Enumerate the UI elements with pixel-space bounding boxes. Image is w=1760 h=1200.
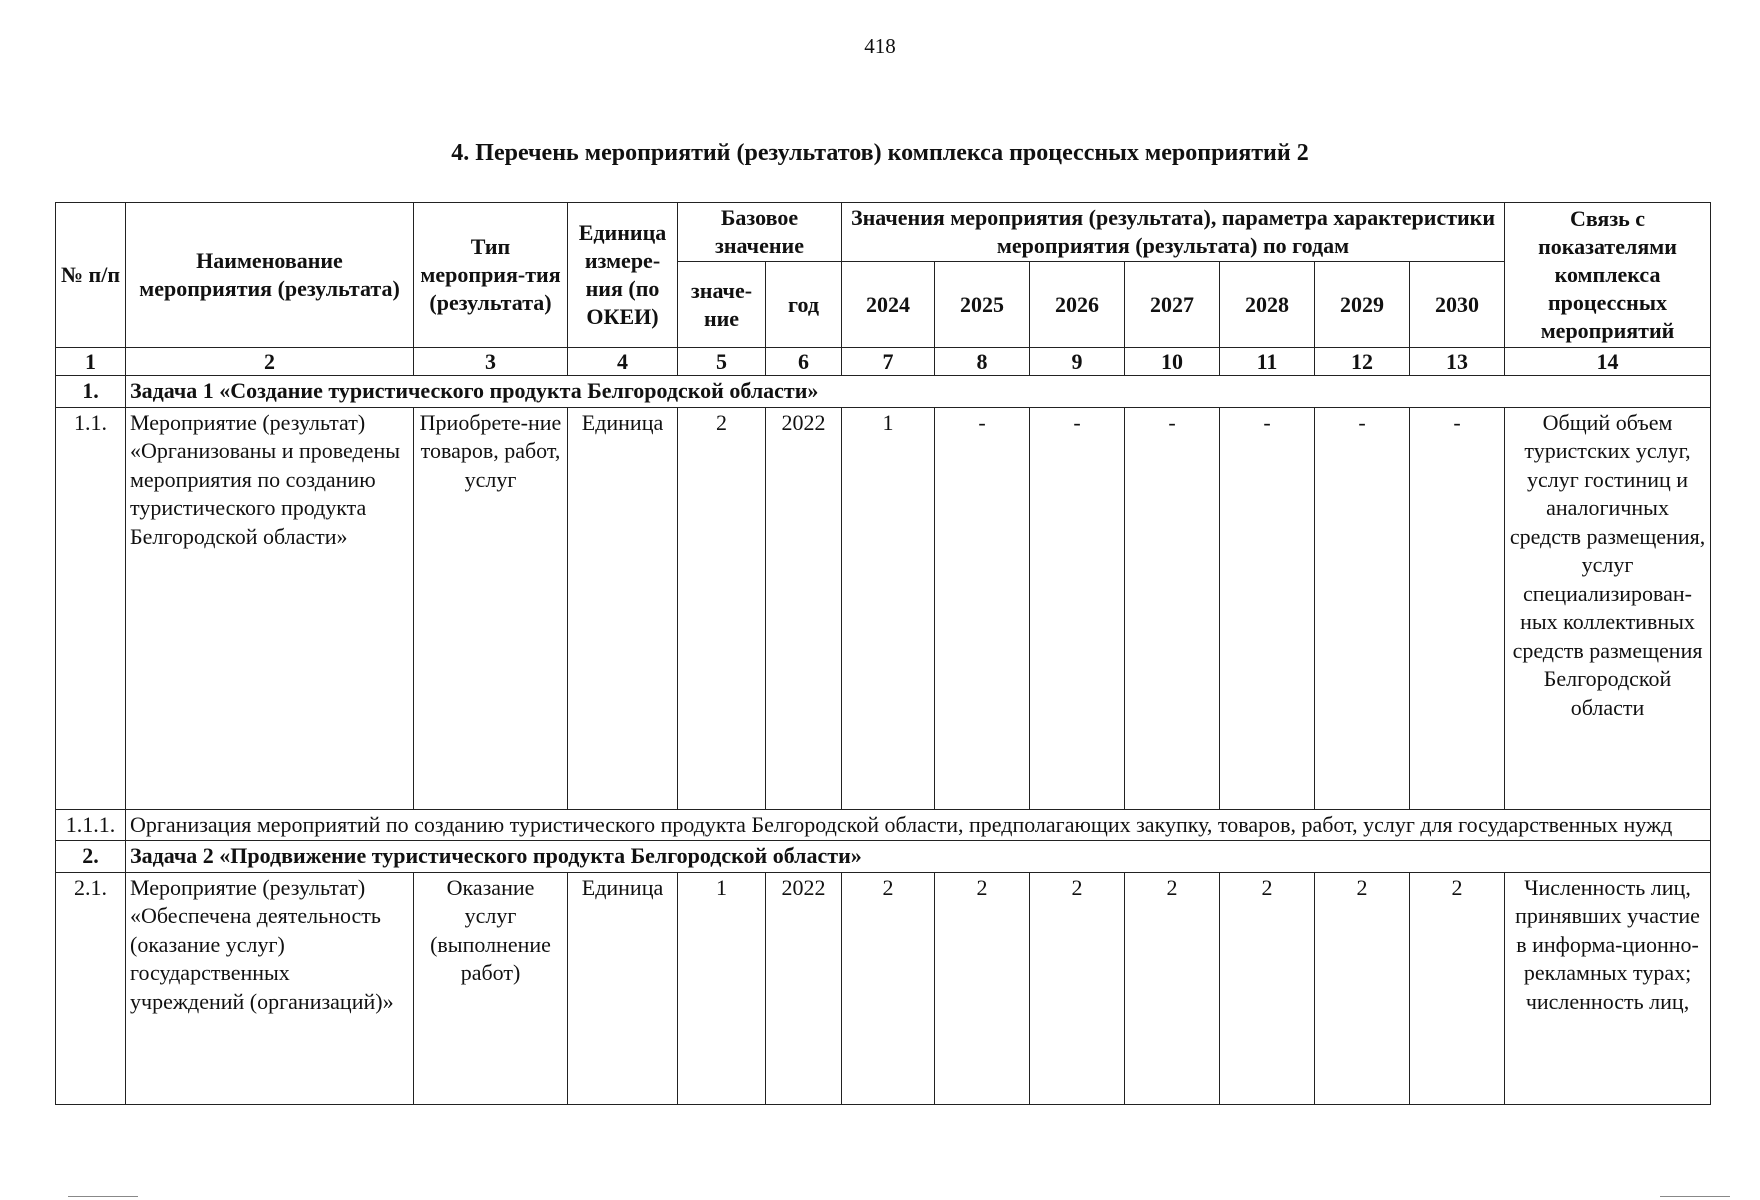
column-number: 8	[935, 348, 1030, 376]
header-base: Базовое значение	[678, 203, 842, 262]
measures-table	[55, 202, 1711, 1105]
measure-year-value: 2	[1030, 872, 1125, 1104]
column-number-row	[56, 348, 1711, 376]
column-number: 3	[414, 348, 568, 376]
task-title: Задача 1 «Создание туристического продукта Белгородской области»	[126, 376, 1711, 408]
measure-num: 2.1.	[56, 872, 126, 1104]
measure-base-value: 2	[678, 407, 766, 809]
task-title: Задача 2 «Продвижение туристического продукта Белгородской области»	[126, 841, 1711, 873]
header-year: 2030	[1410, 262, 1505, 348]
measure-year-value: 2	[842, 872, 935, 1104]
header-name: Наименование мероприятия (результата)	[126, 203, 414, 348]
measure-year-value: 2	[1125, 872, 1220, 1104]
measure-link: Численность лиц, принявших участие в информа-ционно-рекламных турах; численность лиц,	[1505, 872, 1711, 1104]
measure-year-value: -	[1315, 407, 1410, 809]
measure-year-value: 2	[1410, 872, 1505, 1104]
header-link: Связь с показателями комплекса процессных мероприятий	[1505, 203, 1711, 348]
task-num: 1.	[56, 376, 126, 408]
measure-year-value: 2	[1220, 872, 1315, 1104]
measure-year-value: 1	[842, 407, 935, 809]
measure-year-value: 2	[1315, 872, 1410, 1104]
header-year: 2026	[1030, 262, 1125, 348]
header-year: 2029	[1315, 262, 1410, 348]
measure-year-value: -	[935, 407, 1030, 809]
document-title: 4. Перечень мероприятий (результатов) комплекса процессных мероприятий 2	[451, 140, 1309, 166]
column-number: 5	[678, 348, 766, 376]
measure-name: Мероприятие (результат) «Обеспечена деятельность (оказание услуг) государственных учреждений (организаций)»	[126, 872, 414, 1104]
header-year: 2027	[1125, 262, 1220, 348]
measure-base-value: 1	[678, 872, 766, 1104]
measure-year-value: -	[1030, 407, 1125, 809]
measure-year-value: -	[1410, 407, 1505, 809]
column-number: 4	[568, 348, 678, 376]
measure-type: Приобрете-ние товаров, работ, услуг	[414, 407, 568, 809]
bottom-rule-left	[68, 1196, 138, 1197]
column-number: 10	[1125, 348, 1220, 376]
measure-base-year: 2022	[766, 407, 842, 809]
measure-row	[56, 872, 1711, 1104]
column-number: 9	[1030, 348, 1125, 376]
column-number: 1	[56, 348, 126, 376]
measure-year-value: -	[1125, 407, 1220, 809]
column-number: 12	[1315, 348, 1410, 376]
header-values: Значения мероприятия (результата), параметра характеристики мероприятия (результата) по годам	[842, 203, 1505, 262]
measure-type: Оказание услуг (выполнение работ)	[414, 872, 568, 1104]
column-number: 6	[766, 348, 842, 376]
task-row	[56, 376, 1711, 408]
measure-base-year: 2022	[766, 872, 842, 1104]
sub-measure-num: 1.1.1.	[56, 809, 126, 841]
header-base-year: год	[766, 262, 842, 348]
measure-unit: Единица	[568, 872, 678, 1104]
measure-unit: Единица	[568, 407, 678, 809]
page-number: 418	[864, 34, 896, 58]
measure-year-value: -	[1220, 407, 1315, 809]
header-row-1	[56, 203, 1711, 262]
measure-num: 1.1.	[56, 407, 126, 809]
header-year: 2024	[842, 262, 935, 348]
column-number: 7	[842, 348, 935, 376]
task-row	[56, 841, 1711, 873]
header-year: 2028	[1220, 262, 1315, 348]
sub-measure-row	[56, 809, 1711, 841]
task-num: 2.	[56, 841, 126, 873]
header-type: Тип мероприя-тия (результата)	[414, 203, 568, 348]
column-number: 14	[1505, 348, 1711, 376]
header-base-value: значе-ние	[678, 262, 766, 348]
header-year: 2025	[935, 262, 1030, 348]
header-unit: Единица измере-ния (по ОКЕИ)	[568, 203, 678, 348]
measure-link: Общий объем туристских услуг, услуг гостиниц и аналогичных средств размещения, услуг специализирован-ных коллективных средств размещения Белгородской области	[1505, 407, 1711, 809]
measure-year-value: 2	[935, 872, 1030, 1104]
column-number: 11	[1220, 348, 1315, 376]
sub-measure-text: Организация мероприятий по созданию туристического продукта Белгородской области, предполагающих закупку, товаров, работ, услуг для государственных нужд	[126, 809, 1711, 841]
measure-name: Мероприятие (результат) «Организованы и проведены мероприятия по созданию туристического продукта Белгородской области»	[126, 407, 414, 809]
column-number: 13	[1410, 348, 1505, 376]
header-num: № п/п	[56, 203, 126, 348]
measure-row	[56, 407, 1711, 809]
column-number: 2	[126, 348, 414, 376]
bottom-rule-right	[1660, 1196, 1730, 1197]
